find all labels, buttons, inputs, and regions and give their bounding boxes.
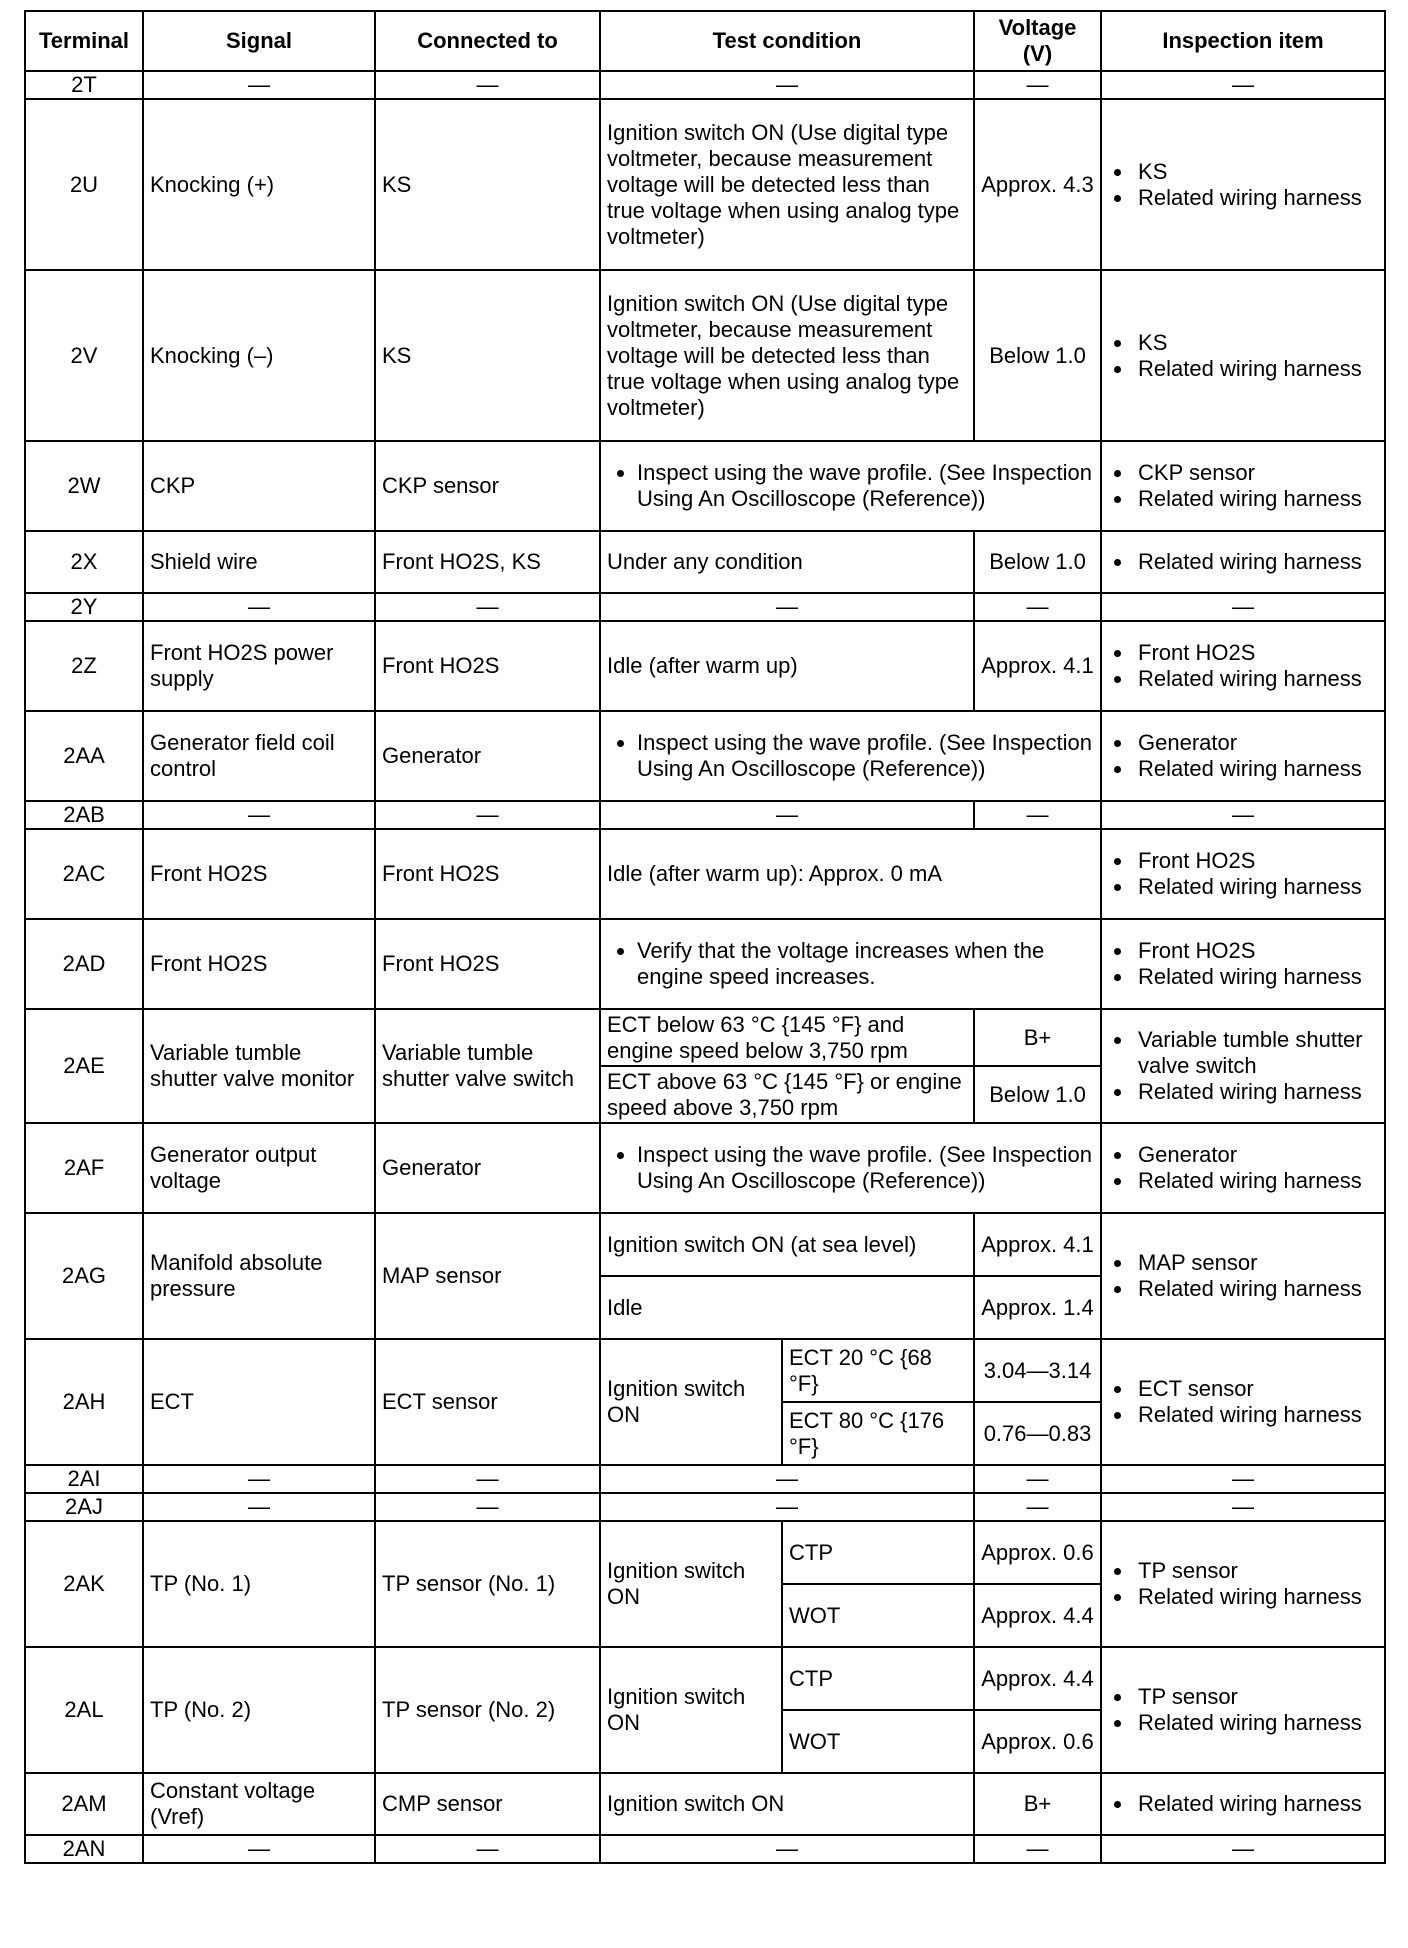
table-row	[25, 711, 1385, 801]
voltage-cell: Approx. 1.4	[974, 1276, 1101, 1339]
header-row	[25, 11, 1385, 71]
dash-cell: —	[974, 1835, 1101, 1863]
table-row	[25, 1647, 1385, 1710]
condition-cell: Ignition switch ON	[600, 1773, 974, 1835]
table-row	[25, 441, 1385, 531]
voltage-cell: Below 1.0	[974, 270, 1101, 441]
terminal-cell: 2AD	[25, 919, 143, 1009]
header-voltage: Voltage (V)	[974, 11, 1101, 71]
signal-cell: TP (No. 2)	[143, 1647, 375, 1773]
inspection-item: • Related wiring harness	[1134, 486, 1378, 512]
table-row	[25, 531, 1385, 593]
connected-cell: KS	[375, 99, 600, 270]
terminal-cell: 2AJ	[25, 1493, 143, 1521]
header-signal: Signal	[143, 11, 375, 71]
connected-cell: Front HO2S	[375, 919, 600, 1009]
dash-cell: —	[600, 593, 974, 621]
inspection-item: • TP sensor	[1134, 1684, 1378, 1710]
signal-cell: Generator field coil control	[143, 711, 375, 801]
dash-cell: —	[1101, 71, 1385, 99]
signal-cell: Front HO2S	[143, 919, 375, 1009]
terminal-cell: 2AF	[25, 1123, 143, 1213]
table-row	[25, 1521, 1385, 1584]
inspection-cell	[1101, 1521, 1385, 1647]
inspection-cell	[1101, 1123, 1385, 1213]
inspection-item: • Related wiring harness	[1134, 874, 1378, 900]
condition-cell	[600, 919, 1101, 1009]
signal-cell: CKP	[143, 441, 375, 531]
terminal-cell: 2Y	[25, 593, 143, 621]
voltage-cell: 3.04—3.14	[974, 1339, 1101, 1402]
table-row	[25, 71, 1385, 99]
subcondition-cell: ECT 20 °C {68 °F}	[782, 1339, 974, 1402]
connected-cell: Front HO2S	[375, 829, 600, 919]
terminal-cell: 2U	[25, 99, 143, 270]
subcondition-cell: ECT 80 °C {176 °F}	[782, 1402, 974, 1465]
table-row	[25, 829, 1385, 919]
inspection-cell	[1101, 1647, 1385, 1773]
header-inspection-item: Inspection item	[1101, 11, 1385, 71]
dash-cell: —	[143, 593, 375, 621]
dash-cell: —	[375, 593, 600, 621]
connected-cell: Generator	[375, 711, 600, 801]
dash-cell: —	[600, 1835, 974, 1863]
inspection-cell	[1101, 1009, 1385, 1123]
terminal-cell: 2V	[25, 270, 143, 441]
inspection-item: • Front HO2S	[1134, 848, 1378, 874]
inspection-cell	[1101, 829, 1385, 919]
inspection-cell	[1101, 1339, 1385, 1465]
terminal-cell: 2AE	[25, 1009, 143, 1123]
table-row	[25, 1009, 1385, 1066]
table-row	[25, 1123, 1385, 1213]
dash-cell: —	[1101, 1835, 1385, 1863]
voltage-cell: 0.76—0.83	[974, 1402, 1101, 1465]
condition-cell	[600, 1123, 1101, 1213]
dash-cell: —	[1101, 593, 1385, 621]
inspection-item: • Variable tumble shutter valve switch	[1134, 1027, 1378, 1079]
table-row	[25, 99, 1385, 270]
signal-cell: Generator output voltage	[143, 1123, 375, 1213]
inspection-item: • TP sensor	[1134, 1558, 1378, 1584]
signal-cell: Shield wire	[143, 531, 375, 593]
voltage-cell: Approx. 4.3	[974, 99, 1101, 270]
condition-cell	[600, 711, 1101, 801]
dash-cell: —	[143, 1835, 375, 1863]
inspection-item: • Related wiring harness	[1134, 356, 1378, 382]
terminal-cell: 2AK	[25, 1521, 143, 1647]
signal-cell: Knocking (+)	[143, 99, 375, 270]
voltage-cell: Approx. 0.6	[974, 1710, 1101, 1773]
table-row	[25, 1339, 1385, 1402]
inspection-item: • Related wiring harness	[1134, 964, 1378, 990]
inspection-item: • Generator	[1134, 1142, 1378, 1168]
terminal-cell: 2AI	[25, 1465, 143, 1493]
table-row	[25, 1465, 1385, 1493]
table-row	[25, 801, 1385, 829]
voltage-cell: Approx. 4.4	[974, 1584, 1101, 1647]
dash-cell: —	[1101, 1493, 1385, 1521]
terminal-cell: 2T	[25, 71, 143, 99]
subcondition-cell: CTP	[782, 1647, 974, 1710]
inspection-item: • KS	[1134, 159, 1378, 185]
dash-cell: —	[375, 71, 600, 99]
condition-cell: Ignition switch ON (Use digital type voltmeter, because measurement voltage will be detected less than true voltage when using analog type voltmeter)	[600, 270, 974, 441]
dash-cell: —	[375, 1465, 600, 1493]
condition-cell: Ignition switch ON	[600, 1521, 782, 1647]
dash-cell: —	[600, 1465, 974, 1493]
inspection-item: • Related wiring harness	[1134, 666, 1378, 692]
inspection-cell	[1101, 621, 1385, 711]
condition-cell: ECT above 63 °C {145 °F} or engine speed above 3,750 rpm	[600, 1066, 974, 1123]
table-row	[25, 919, 1385, 1009]
voltage-cell: Below 1.0	[974, 1066, 1101, 1123]
terminal-cell: 2AL	[25, 1647, 143, 1773]
condition-cell: Ignition switch ON	[600, 1647, 782, 1773]
connected-cell: CKP sensor	[375, 441, 600, 531]
inspection-item: • Related wiring harness	[1134, 1710, 1378, 1736]
inspection-cell	[1101, 270, 1385, 441]
condition-bullet: • Inspect using the wave profile. (See Inspection Using An Oscilloscope (Reference))	[637, 730, 1094, 782]
terminal-cell: 2AM	[25, 1773, 143, 1835]
signal-cell: TP (No. 1)	[143, 1521, 375, 1647]
table-row	[25, 1773, 1385, 1835]
condition-cell: Ignition switch ON (Use digital type voltmeter, because measurement voltage will be detected less than true voltage when using analog type voltmeter)	[600, 99, 974, 270]
dash-cell: —	[375, 801, 600, 829]
condition-cell: Idle	[600, 1276, 974, 1339]
condition-bullet: • Verify that the voltage increases when the engine speed increases.	[637, 938, 1094, 990]
condition-cell: Ignition switch ON	[600, 1339, 782, 1465]
dash-cell: —	[974, 801, 1101, 829]
dash-cell: —	[143, 1493, 375, 1521]
voltage-cell: B+	[974, 1009, 1101, 1066]
connected-cell: MAP sensor	[375, 1213, 600, 1339]
pcm-terminal-inspection-table	[24, 10, 1386, 1864]
terminal-cell: 2AG	[25, 1213, 143, 1339]
terminal-cell: 2W	[25, 441, 143, 531]
table-row	[25, 593, 1385, 621]
inspection-cell	[1101, 1773, 1385, 1835]
dash-cell: —	[1101, 1465, 1385, 1493]
dash-cell: —	[974, 1493, 1101, 1521]
dash-cell: —	[375, 1493, 600, 1521]
signal-cell: Knocking (–)	[143, 270, 375, 441]
signal-cell: Front HO2S power supply	[143, 621, 375, 711]
voltage-cell: Approx. 0.6	[974, 1521, 1101, 1584]
voltage-cell: Approx. 4.1	[974, 621, 1101, 711]
inspection-cell	[1101, 531, 1385, 593]
connected-cell: ECT sensor	[375, 1339, 600, 1465]
terminal-cell: 2AH	[25, 1339, 143, 1465]
inspection-cell	[1101, 1213, 1385, 1339]
table-row	[25, 1493, 1385, 1521]
header-connected-to: Connected to	[375, 11, 600, 71]
header-test-condition: Test condition	[600, 11, 974, 71]
voltage-cell: Approx. 4.1	[974, 1213, 1101, 1276]
table-row	[25, 1835, 1385, 1863]
dash-cell: —	[143, 1465, 375, 1493]
connected-cell: Front HO2S	[375, 621, 600, 711]
dash-cell: —	[143, 71, 375, 99]
page	[24, 10, 1384, 1864]
connected-cell: CMP sensor	[375, 1773, 600, 1835]
signal-cell: ECT	[143, 1339, 375, 1465]
signal-cell: Variable tumble shutter valve monitor	[143, 1009, 375, 1123]
connected-cell: TP sensor (No. 2)	[375, 1647, 600, 1773]
inspection-item: • Front HO2S	[1134, 640, 1378, 666]
inspection-item: • Related wiring harness	[1134, 549, 1378, 575]
table-row	[25, 1213, 1385, 1276]
connected-cell: KS	[375, 270, 600, 441]
subcondition-cell: CTP	[782, 1521, 974, 1584]
dash-cell: —	[974, 71, 1101, 99]
inspection-item: • Related wiring harness	[1134, 1079, 1378, 1105]
table-row	[25, 270, 1385, 441]
inspection-item: • Related wiring harness	[1134, 1168, 1378, 1194]
inspection-item: • MAP sensor	[1134, 1250, 1378, 1276]
inspection-cell	[1101, 99, 1385, 270]
connected-cell: Generator	[375, 1123, 600, 1213]
inspection-item: • Related wiring harness	[1134, 1791, 1378, 1817]
terminal-cell: 2Z	[25, 621, 143, 711]
table-row	[25, 621, 1385, 711]
inspection-item: • CKP sensor	[1134, 460, 1378, 486]
dash-cell: —	[600, 1493, 974, 1521]
inspection-item: • Related wiring harness	[1134, 1276, 1378, 1302]
voltage-cell: Approx. 4.4	[974, 1647, 1101, 1710]
inspection-cell	[1101, 441, 1385, 531]
header-terminal: Terminal	[25, 11, 143, 71]
inspection-item: • Front HO2S	[1134, 938, 1378, 964]
inspection-item: • Related wiring harness	[1134, 756, 1378, 782]
terminal-cell: 2AA	[25, 711, 143, 801]
dash-cell: —	[974, 593, 1101, 621]
inspection-item: • Related wiring harness	[1134, 1402, 1378, 1428]
terminal-cell: 2AC	[25, 829, 143, 919]
inspection-item: • ECT sensor	[1134, 1376, 1378, 1402]
condition-cell: Ignition switch ON (at sea level)	[600, 1213, 974, 1276]
inspection-item: • Generator	[1134, 730, 1378, 756]
dash-cell: —	[143, 801, 375, 829]
condition-cell: Under any condition	[600, 531, 974, 593]
dash-cell: —	[1101, 801, 1385, 829]
dash-cell: —	[600, 71, 974, 99]
inspection-item: • Related wiring harness	[1134, 1584, 1378, 1610]
connected-cell: TP sensor (No. 1)	[375, 1521, 600, 1647]
condition-cell: Idle (after warm up): Approx. 0 mA	[600, 829, 1101, 919]
terminal-cell: 2AN	[25, 1835, 143, 1863]
condition-bullet: • Inspect using the wave profile. (See Inspection Using An Oscilloscope (Reference))	[637, 460, 1094, 512]
connected-cell: Front HO2S, KS	[375, 531, 600, 593]
signal-cell: Manifold absolute pressure	[143, 1213, 375, 1339]
inspection-item: • Related wiring harness	[1134, 185, 1378, 211]
dash-cell: —	[600, 801, 974, 829]
condition-cell: Idle (after warm up)	[600, 621, 974, 711]
condition-cell: ECT below 63 °C {145 °F} and engine speed below 3,750 rpm	[600, 1009, 974, 1066]
voltage-cell: Below 1.0	[974, 531, 1101, 593]
subcondition-cell: WOT	[782, 1710, 974, 1773]
signal-cell: Constant voltage (Vref)	[143, 1773, 375, 1835]
signal-cell: Front HO2S	[143, 829, 375, 919]
inspection-cell	[1101, 919, 1385, 1009]
voltage-cell: B+	[974, 1773, 1101, 1835]
terminal-cell: 2X	[25, 531, 143, 593]
dash-cell: —	[375, 1835, 600, 1863]
inspection-cell	[1101, 711, 1385, 801]
condition-bullet: • Inspect using the wave profile. (See Inspection Using An Oscilloscope (Reference))	[637, 1142, 1094, 1194]
inspection-item: • KS	[1134, 330, 1378, 356]
condition-cell	[600, 441, 1101, 531]
subcondition-cell: WOT	[782, 1584, 974, 1647]
terminal-cell: 2AB	[25, 801, 143, 829]
connected-cell: Variable tumble shutter valve switch	[375, 1009, 600, 1123]
dash-cell: —	[974, 1465, 1101, 1493]
